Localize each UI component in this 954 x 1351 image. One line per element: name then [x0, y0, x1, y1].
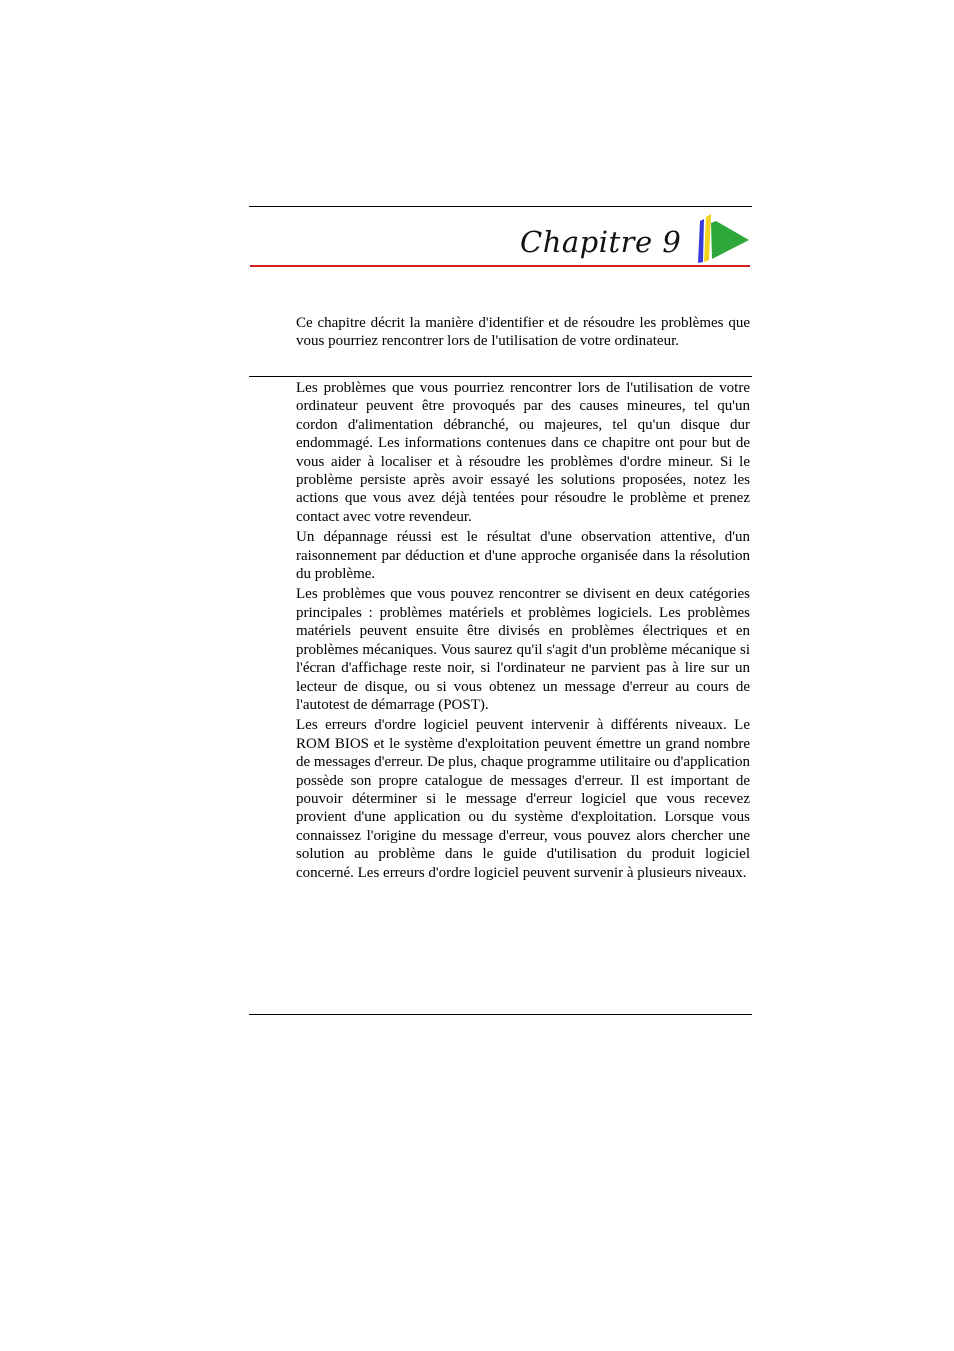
body-paragraph: Un dépannage réussi est le résultat d'une observation attentive, d'un raisonnement par déduction et d'une approche organisée dans la résolution du problème. [296, 529, 750, 583]
chapter-logo-icon [694, 213, 752, 265]
body-paragraph: Les problèmes que vous pourriez rencontrer lors de l'utilisation de votre ordinateur peuvent être provoqués par des causes mineures, tel qu'un cordon d'alimentation débranché, ou majeures, tel qu'un disque dur endommagé. Les informations contenues dans ce chapitre ont pour but de vous aider à localiser et à résoudre les problèmes d'ordre mineur. Si le problème persiste après avoir essayé les solutions proposées, notez les actions que vous avez déjà tentées pour résoudre le problème et prenez contact avec votre revendeur. [296, 380, 750, 525]
bottom-rule [249, 1014, 752, 1015]
logo-yellow-stripe [704, 214, 711, 262]
chapter-body [296, 379, 750, 884]
section-rule [249, 376, 752, 377]
chapter-intro: Ce chapitre décrit la manière d'identifier et de résoudre les problèmes que vous pourriez rencontrer lors de l'utilisation de votre ordinateur. [296, 315, 750, 350]
body-paragraph: Les problèmes que vous pouvez rencontrer se divisent en deux catégories principales : problèmes matériels et problèmes logiciels. Les problèmes matériels peuvent ensuite être divisés en problèmes électriques et en problèmes mécaniques. Vous saurez qu'il s'agit d'un problème mécanique si l'écran d'affichage reste noir, si l'ordinateur ne parvient pas à lire sur un lecteur de disque, ou si vous obtenez un message d'erreur au cours de l'autotest de démarrage (POST). [296, 586, 750, 713]
chapter-title: Chapitre 9 [520, 225, 682, 259]
body-paragraph: Les erreurs d'ordre logiciel peuvent intervenir à différents niveaux. Le ROM BIOS et le système d'exploitation peuvent émettre un grand nombre de messages d'erreur. De plus, chaque programme utilitaire ou d'application possède son propre catalogue de messages d'erreur. Il est important de pouvoir déterminer si le message d'erreur logiciel que vous recevez provient d'une application ou du système d'exploitation. Lorsque vous connaissez l'origine du message d'erreur, vous pouvez alors chercher une solution au problème dans le guide d'utilisation du produit logiciel concerné. Les erreurs d'ordre logiciel peuvent survenir à plusieurs niveaux. [296, 717, 751, 881]
logo-blue-stripe [698, 219, 704, 263]
chapter-title-underline [250, 265, 750, 267]
top-rule [249, 206, 752, 207]
logo-green-arrow [711, 221, 749, 259]
